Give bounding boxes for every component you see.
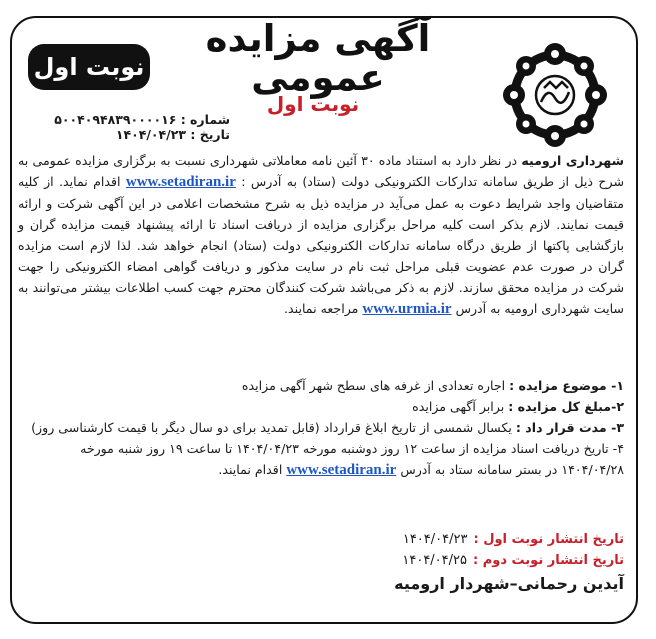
item-documents [18, 438, 624, 481]
notice-number [30, 112, 230, 127]
item-documents-link[interactable]: www.setadiran.ir [286, 462, 397, 478]
item-duration [18, 417, 624, 438]
urmia-link[interactable]: www.urmia.ir [362, 301, 452, 317]
round-badge: نوبت اول [28, 44, 150, 90]
notice-date [30, 127, 230, 142]
publication-dates [380, 529, 624, 571]
item-subject-label: ۱- موضوع مزایده : [509, 378, 624, 393]
item-duration-value: یکسال شمسی از تاریخ ابلاغ قرارداد (قابل تمدید برای دو سال دیگر با قیمت کارشناسی روز) [31, 420, 516, 435]
date-value: ۱۴۰۴/۰۴/۲۳ [115, 127, 186, 142]
item-duration-label: ۳- مدت قرار داد : [515, 420, 624, 435]
item-documents-end: اقدام نمایند. [218, 462, 287, 477]
first-publication-value: ۱۴۰۴/۰۴/۲۳ [402, 532, 468, 547]
first-publication [380, 529, 624, 550]
number-value: ۵۰۰۴۰۹۴۸۳۹۰۰۰۰۱۶ [54, 112, 177, 127]
second-publication-value: ۱۴۰۴/۰۴/۲۵ [402, 553, 467, 568]
signature: آیدین رحمانی–شهردار ارومیه [394, 574, 624, 593]
body-lead: شهرداری ارومیه [521, 153, 625, 168]
item-subject [18, 375, 624, 396]
body-part-3: مراجعه نمایند. [284, 301, 363, 316]
item-documents-text: ۴- تاریخ دریافت اسناد مزایده از ساعت ۱۲ روز دوشنبه مورخه ۱۴۰۴/۰۴/۲۳ تا ساعت ۱۹ روز شنبه مورخه ۱۴۰۴/۰۴/۲۸ در بستر سامانه ستاد به آدرس [80, 441, 624, 477]
item-amount-label: ۲-مبلغ کل مزایده : [508, 399, 624, 414]
body-part-2: اقدام نماید. از کلیه متقاضیان واجد شرایط دعوت به عمل می‌آید در مزایده ذیل به شرح مشخصات اعلامی در این آگهی شرکت و ارائه قیمت نمایند. لازم بذکر است کلیه مراحل برگزاری مزایده از دریافت اسناد تا ارائه پیشنهاد قیمت مزایده گران و بازگشایی پاکتها از طریق درگاه سامانه تدارکات الکترونیکی دولت (ستاد) انجام خواهد شد. لذا لازم است مزایده گران در صورت عدم عضویت قبلی مراحل ثبت نام در سایت مذکور و دریافت گواهی امضاء الکترونیکی را جهت شرکت در مزایده محقق سازند. لازم به ذکر می‌باشد شرکت کنندگان محترم جهت کسب اطلاعات بیشتر می‌توانند به سایت شهرداری ارومیه به آدرس [18, 174, 624, 316]
notice-body [18, 150, 624, 320]
item-subject-value: اجاره تعدادی از غرفه های سطح شهر آگهی مزایده [241, 378, 510, 393]
municipality-logo [496, 40, 614, 150]
notice-title: آگهی مزایده عمومی [205, 17, 431, 99]
round-subtitle: نوبت اول [266, 92, 360, 116]
auction-items [18, 375, 624, 481]
second-publication [380, 550, 624, 571]
item-amount-value: برابر آگهی مزایده [412, 399, 509, 414]
notice-meta [30, 112, 230, 142]
number-label: شماره : [180, 112, 230, 127]
first-publication-label: تاریخ انتشار نوبت اول : [473, 532, 624, 547]
second-publication-label: تاریخ انتشار نوبت دوم : [473, 553, 624, 568]
date-label: تاریخ : [190, 127, 230, 142]
body-part-1: در نظر دارد به استناد ماده ۳۰ آئین نامه معاملاتی شهرداری نسبت به برگزاری مزایده عمومی به شرح ذیل از طریق سامانه تدارکات الکترونیکی دولت (ستاد) به آدرس : [18, 153, 624, 189]
setadiran-link[interactable]: www.setadiran.ir [125, 174, 236, 190]
item-amount [18, 396, 624, 417]
